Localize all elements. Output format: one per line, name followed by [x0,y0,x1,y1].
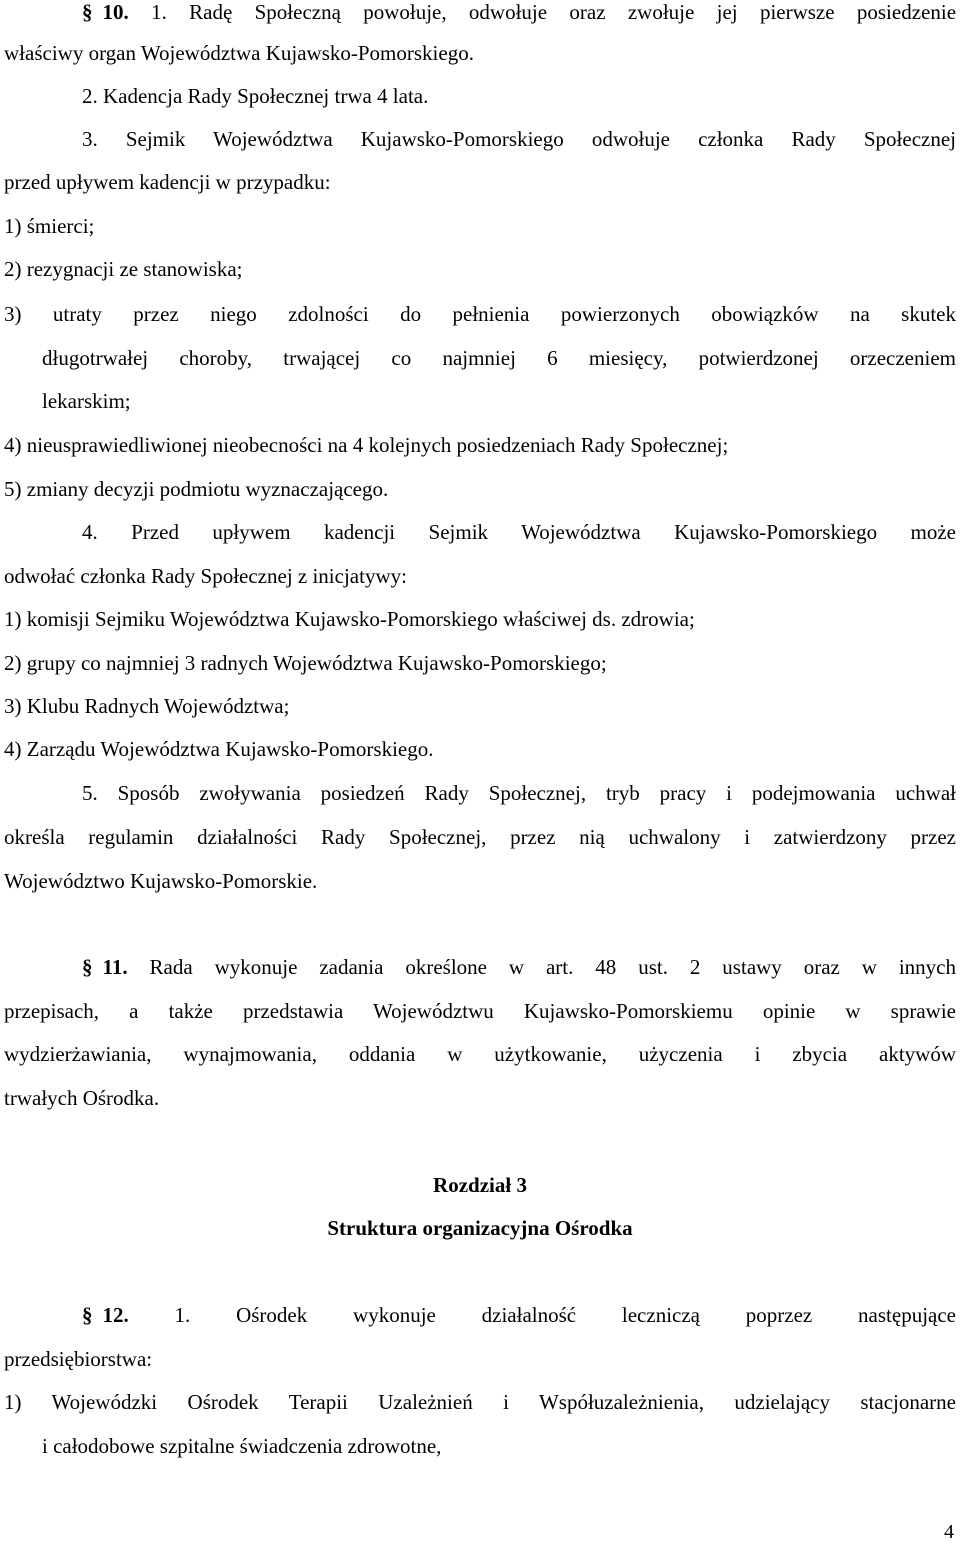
par11-line-2: przepisach, a także przedstawia Województwu Kujawsko-Pomorskiemu opinie w sprawie [4,999,956,1023]
par12-item-1-line-1: 1) Wojewódzki Ośrodek Terapii Uzależnień i Współuzależnienia, udzielający stacjonarne [4,1390,956,1414]
par10-text-1: 1. Radę Społeczną powołuje, odwołuje oraz zwołuje jej pierwsze posiedzenie [151,0,957,24]
par10-point-3-line-2: przed upływem kadencji w przypadku: [4,170,331,194]
par10-point-5-line-2: określa regulamin działalności Rady Społecznej, przez nią uchwalony i zatwierdzony przez [4,825,956,849]
section-sign: § [82,0,93,24]
chapter-subtitle: Struktura organizacyjna Ośrodka [327,1216,633,1240]
section-sign: § [82,1303,93,1327]
par11-line-1 [82,952,956,982]
par12-text-1: 1. Ośrodek wykonuje działalność leczniczą poprzez następujące [174,1303,956,1327]
par12-item-1-line-2: i całodobowe szpitalne świadczenia zdrowotne, [42,1434,442,1458]
par10-initiative-3: 3) Klubu Radnych Województwa; [4,694,290,718]
par11-line-4: trwałych Ośrodka. [4,1086,160,1110]
section-sign: § [82,955,93,979]
par12-number: 12. [102,1303,129,1327]
par10-point-2: 2. Kadencja Rady Społecznej trwa 4 lata. [82,84,429,108]
par10-initiative-4: 4) Zarządu Województwa Kujawsko-Pomorskiego. [4,737,434,761]
chapter-title: Rozdział 3 [433,1173,527,1197]
par10-initiative-2: 2) grupy co najmniej 3 radnych Województwa Kujawsko-Pomorskiego; [4,651,607,675]
par10-initiative-1: 1) komisji Sejmiku Województwa Kujawsko-Pomorskiego właściwej ds. zdrowia; [4,607,695,631]
par10-point-5-line-1: 5. Sposób zwoływania posiedzeń Rady Społecznej, tryb pracy i podejmowania uchwał [82,781,956,805]
par11-line-3: wydzierżawiania, wynajmowania, oddania w użytkowanie, użyczenia i zbycia aktywów [4,1042,956,1066]
par10-point-5-line-3: Województwo Kujawsko-Pomorskie. [4,869,318,893]
par10-point-4-line-1: 4. Przed upływem kadencji Sejmik Województwa Kujawsko-Pomorskiego może [82,520,956,544]
par10-item-1: 1) śmierci; [4,214,95,238]
par10-point-4-line-2: odwołać członka Rady Społecznej z inicjatywy: [4,564,407,588]
par10-item-5: 5) zmiany decyzji podmiotu wyznaczającego. [4,477,389,501]
par12-line-1 [82,1300,956,1330]
par10-line-1 [82,0,956,27]
par10-number: 10. [102,0,129,24]
par11-number: 11. [102,955,128,979]
par10-item-2: 2) rezygnacji ze stanowiska; [4,257,243,281]
par12-line-2: przedsiębiorstwa: [4,1347,153,1371]
par10-line-2: właściwy organ Województwa Kujawsko-Pomorskiego. [4,41,474,65]
par10-item-3-line-1: 3) utraty przez niego zdolności do pełnienia powierzonych obowiązków na skutek [4,302,956,326]
par10-item-3-line-2: długotrwałej choroby, trwającej co najmniej 6 miesięcy, potwierdzonej orzeczeniem [42,346,956,370]
par11-text-1: Rada wykonuje zadania określone w art. 48 ust. 2 ustawy oraz w innych [149,955,957,979]
par10-point-3-line-1: 3. Sejmik Województwa Kujawsko-Pomorskiego odwołuje członka Rady Społecznej [82,127,956,151]
page-number: 4 [944,1521,954,1543]
par10-item-4: 4) nieusprawiedliwionej nieobecności na 4 kolejnych posiedzeniach Rady Społecznej; [4,433,729,457]
par10-item-3-line-3: lekarskim; [42,389,131,413]
